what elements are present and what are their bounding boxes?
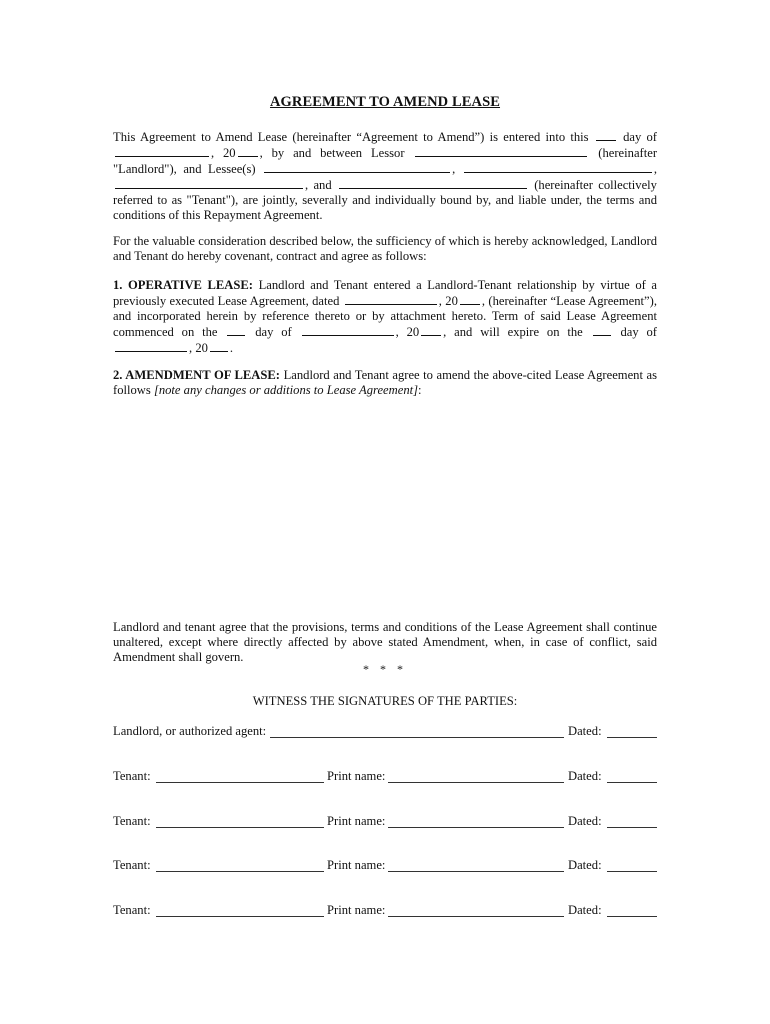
section-text: . [229, 341, 234, 355]
intro-text: , [653, 162, 657, 176]
year-blank[interactable] [238, 145, 258, 157]
section-text: , 20 [395, 325, 420, 339]
tenant-label: Tenant: [113, 769, 151, 783]
dated-line[interactable] [607, 782, 657, 783]
tenant-signature-row [113, 814, 657, 830]
intro-text: This Agreement to Amend Lease (hereinafter “Agreement to Amend”) is entered into this [113, 130, 589, 144]
section-text: , and will expire on the [443, 325, 583, 339]
commence-month-blank[interactable] [302, 324, 394, 336]
dated-label: Dated: [568, 769, 602, 783]
document-title: AGREEMENT TO AMEND LEASE [269, 94, 501, 110]
tenant-signature-row [113, 858, 657, 874]
commence-day-blank[interactable] [227, 324, 245, 336]
lessee-blank-1[interactable] [264, 161, 450, 173]
section-text: 20 [195, 341, 208, 355]
section-text: Landlord and Tenant agree to amend the above-cited Lease Agreement as follows [113, 368, 657, 397]
lessor-blank[interactable] [415, 145, 587, 157]
section-text: , [189, 341, 193, 355]
intro-text: (hereinafter collectively referred to as "Tenant"), are jointly, severally and individually bound by, and liable under, the terms and conditions of this Repayment Agreement. [113, 178, 657, 222]
landlord-signature-row [113, 724, 657, 740]
print-name-label: Print name: [327, 814, 386, 828]
operative-lease-section [113, 278, 657, 356]
commence-year-blank[interactable] [421, 324, 441, 336]
tenant-label: Tenant: [113, 814, 151, 828]
dated-line[interactable] [607, 871, 657, 872]
lease-year-blank[interactable] [460, 293, 480, 305]
section-heading: 1. OPERATIVE LEASE: [113, 278, 253, 292]
tenant-label: Tenant: [113, 858, 151, 872]
tenant-label: Tenant: [113, 903, 151, 917]
section-heading: 2. AMENDMENT OF LEASE: [113, 368, 281, 382]
section-text: : [418, 383, 422, 397]
lease-date-blank[interactable] [345, 293, 437, 305]
section-text: , (hereinafter “Lease Agreement”), and incorporated herein by reference thereto or by attachment hereto. Term of said Lease Agreement commenced on the [113, 294, 657, 339]
dated-line[interactable] [607, 827, 657, 828]
lessee-blank-3[interactable] [115, 177, 303, 189]
tenant-signature-line[interactable] [156, 871, 324, 872]
dated-label: Dated: [568, 814, 602, 828]
lessee-blank-2[interactable] [464, 161, 652, 173]
dated-line[interactable] [607, 737, 657, 738]
intro-text: , by and between Lessor [259, 146, 405, 160]
landlord-signature-line[interactable] [270, 737, 564, 738]
amendment-section [113, 368, 657, 398]
tenant-signature-line[interactable] [156, 916, 324, 917]
dated-label: Dated: [568, 903, 602, 917]
expire-year-blank[interactable] [210, 340, 228, 352]
intro-text: , [452, 162, 456, 176]
landlord-label: Landlord, or authorized agent: [113, 724, 267, 738]
expire-day-blank[interactable] [593, 324, 611, 336]
amendment-note: [note any changes or additions to Lease Agreement] [153, 383, 419, 397]
print-name-label: Print name: [327, 769, 386, 783]
print-name-line[interactable] [388, 782, 564, 783]
intro-paragraph [113, 129, 657, 223]
tenant-signature-row [113, 903, 657, 919]
intro-text: , 20 [211, 146, 236, 160]
tenant-signature-line[interactable] [156, 827, 324, 828]
expire-month-blank[interactable] [115, 340, 187, 352]
intro-text: (hereinafter "Landlord"), and Lessee(s) [113, 146, 658, 176]
day-blank[interactable] [596, 129, 616, 141]
closing-paragraph: Landlord and tenant agree that the provisions, terms and conditions of the Lease Agreement shall continue unaltered, except where directly affected by above stated Amendment, when, in case of conflict, said Amendment shall govern. [113, 620, 657, 664]
section-text: day of [620, 325, 657, 339]
section-text: , 20 [438, 294, 458, 308]
print-name-label: Print name: [327, 858, 386, 872]
print-name-label: Print name: [327, 903, 386, 917]
print-name-line[interactable] [388, 871, 564, 872]
dated-label: Dated: [568, 858, 602, 872]
witness-heading: WITNESS THE SIGNATURES OF THE PARTIES: [252, 694, 518, 708]
section-text: Landlord and Tenant entered a Landlord-Tenant relationship by virtue of a previously executed Lease Agreement, dated [113, 278, 657, 308]
intro-text: , and [305, 178, 332, 192]
section-divider: * * * [363, 662, 407, 676]
tenant-signature-line[interactable] [156, 782, 324, 783]
dated-label: Dated: [568, 724, 602, 738]
print-name-line[interactable] [388, 827, 564, 828]
month-blank[interactable] [115, 145, 209, 157]
tenant-signature-row [113, 769, 657, 785]
dated-line[interactable] [607, 916, 657, 917]
intro-text: day of [623, 130, 657, 144]
consideration-paragraph: For the valuable consideration described below, the sufficiency of which is hereby acknowledged, Landlord and Tenant do hereby covenant, contract and agree as follows: [113, 234, 657, 263]
lessee-blank-4[interactable] [339, 177, 527, 189]
section-text: day of [255, 325, 292, 339]
print-name-line[interactable] [388, 916, 564, 917]
